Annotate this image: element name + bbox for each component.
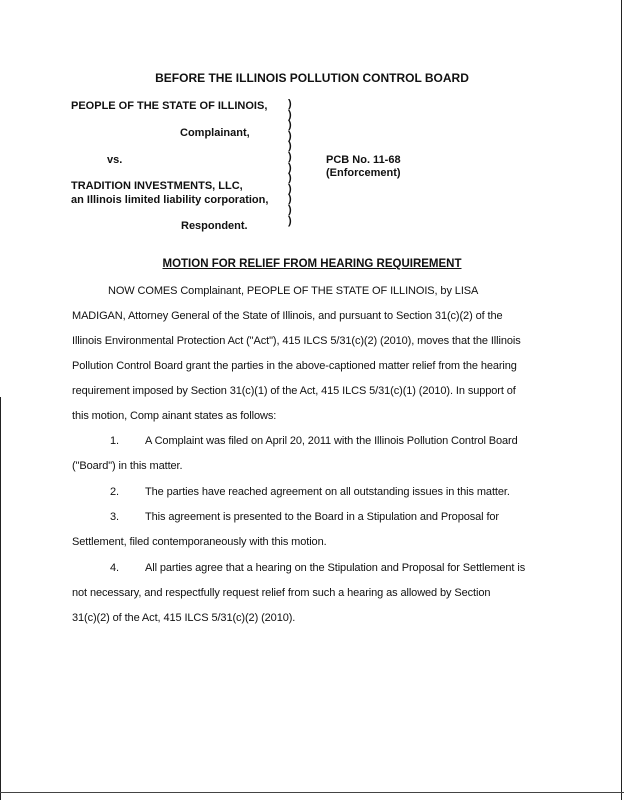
caption-paren: ) (288, 161, 292, 174)
case-number: PCB No. 11-68 (326, 154, 401, 166)
item-line: All parties agree that a hearing on the Stipulation and Proposal for Settlement is (145, 562, 526, 574)
caption-divider (288, 99, 292, 226)
caption-paren: ) (288, 119, 292, 132)
caption-paren: ) (288, 98, 292, 110)
caption-paren: ) (288, 182, 292, 195)
item-line: Settlement, filed contemporaneously with this motion. (72, 536, 327, 548)
item-line: ("Board") in this matter. (72, 460, 183, 472)
scan-edge-right (621, 0, 622, 800)
intro-line: requirement imposed by Section 31(c)(1) of the Act, 415 ILCS 5/31(c)(1) (2010). In support of (72, 385, 516, 397)
caption-paren: ) (288, 193, 292, 206)
item-line: not necessary, and respectfully request relief from such a hearing as allowed by Section (72, 587, 491, 599)
defendant-description: an Illinois limited liability corporation, (71, 194, 269, 206)
intro-line: MADIGAN, Attorney General of the State of Illinois, and pursuant to Section 31(c)(2) of the (72, 310, 503, 322)
item-line: 31(c)(2) of the Act, 415 ILCS 5/31(c)(2) (2010). (72, 612, 296, 624)
item-number: 3. (110, 511, 119, 523)
defendant-role: Respondent. (181, 220, 248, 232)
item-number: 1. (110, 435, 119, 447)
plaintiff-name: PEOPLE OF THE STATE OF ILLINOIS, (71, 100, 268, 112)
item-line: The parties have reached agreement on all outstanding issues in this matter. (145, 486, 510, 498)
court-heading: BEFORE THE ILLINOIS POLLUTION CONTROL BOARD (155, 71, 469, 85)
caption-paren: ) (288, 129, 292, 142)
item-number: 2. (110, 486, 119, 498)
scan-edge-bottom (0, 792, 624, 793)
plaintiff-role: Complainant, (180, 127, 250, 139)
intro-line: NOW COMES Complainant, PEOPLE OF THE STATE OF ILLINOIS, by LISA (108, 285, 479, 297)
intro-line: Illinois Environmental Protection Act ("Act"), 415 ILCS 5/31(c)(2) (2010), moves that the Illinois (72, 335, 521, 347)
caption-paren: ) (288, 172, 292, 185)
caption-paren: ) (288, 150, 292, 163)
case-type: (Enforcement) (326, 167, 401, 179)
caption-paren: ) (288, 108, 292, 121)
scan-edge-left (0, 397, 1, 800)
defendant-name: TRADITION INVESTMENTS, LLC, (71, 180, 243, 192)
caption-paren: ) (288, 203, 292, 216)
intro-line: Pollution Control Board grant the parties in the above-captioned matter relief from the hearing (72, 360, 517, 372)
caption-paren: ) (288, 214, 292, 227)
item-line: This agreement is presented to the Board in a Stipulation and Proposal for (145, 511, 499, 523)
versus-label: vs. (107, 154, 123, 166)
item-number: 4. (110, 562, 119, 574)
item-line: A Complaint was filed on April 20, 2011 with the Illinois Pollution Control Board (145, 435, 518, 447)
motion-title: MOTION FOR RELIEF FROM HEARING REQUIREMENT (162, 258, 462, 270)
intro-line: this motion, Comp ainant states as follows: (72, 410, 277, 422)
caption-paren: ) (288, 140, 292, 153)
